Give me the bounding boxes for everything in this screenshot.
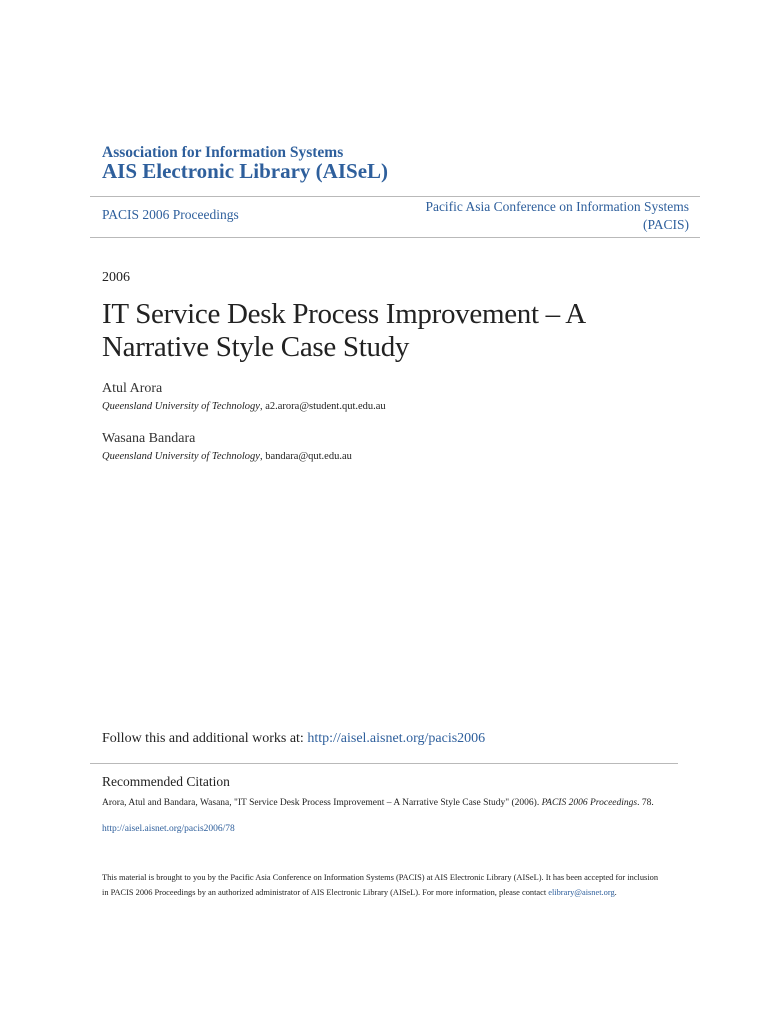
contact-email-link[interactable]: elibrary@aisnet.org [548,888,615,897]
notice-text: This material is brought to you by the Pacific Asia Conference on Information Systems (PACIS) at AIS Electronic Library (AISeL). It has been accepted for inclusion in PACIS 2006 Proceedings by an authorized administrator of AIS Electronic Library (AISeL). For more information, please contact [102,873,659,897]
publication-year: 2006 [102,270,130,285]
author-institution: Queensland University of Technology [102,451,260,462]
follow-label: Follow this and additional works at: [102,731,308,746]
author-affiliation [102,401,386,412]
author-email: , bandara@qut.edu.au [259,451,352,462]
citation-divider [90,763,678,764]
conference-line-1: Pacific Asia Conference on Information Systems [425,199,689,214]
follow-line [102,731,485,747]
author-name: Atul Arora [102,381,163,396]
header-top-divider [90,196,700,197]
author-name: Wasana Bandara [102,431,196,446]
proceedings-link[interactable]: PACIS 2006 Proceedings [102,207,239,222]
citation-text [102,796,662,810]
availability-notice [102,870,662,900]
citation-main: Arora, Atul and Bandara, Wasana, "IT Service Desk Process Improvement – A Narrative Style Case Study" (2006). [102,798,542,808]
citation-end: . 78. [637,798,654,808]
paper-title: IT Service Desk Process Improvement – A Narrative Style Case Study [102,298,585,363]
notice-end: . [614,888,617,897]
citation-heading: Recommended Citation [102,774,230,789]
author-affiliation [102,451,352,462]
header-bottom-divider [90,237,700,238]
author-institution: Queensland University of Technology [102,401,260,412]
collection-url-link[interactable]: http://aisel.aisnet.org/pacis2006 [307,731,486,746]
author-email: , a2.arora@student.qut.edu.au [259,401,386,412]
conference-line-2: (PACIS) [642,217,689,232]
library-link[interactable]: AIS Electronic Library (AISeL) [102,159,389,183]
conference-link[interactable] [369,198,689,234]
citation-url-link[interactable]: http://aisel.aisnet.org/pacis2006/78 [102,824,235,834]
citation-proceedings: PACIS 2006 Proceedings [541,798,638,808]
association-name: Association for Information Systems [102,144,344,161]
